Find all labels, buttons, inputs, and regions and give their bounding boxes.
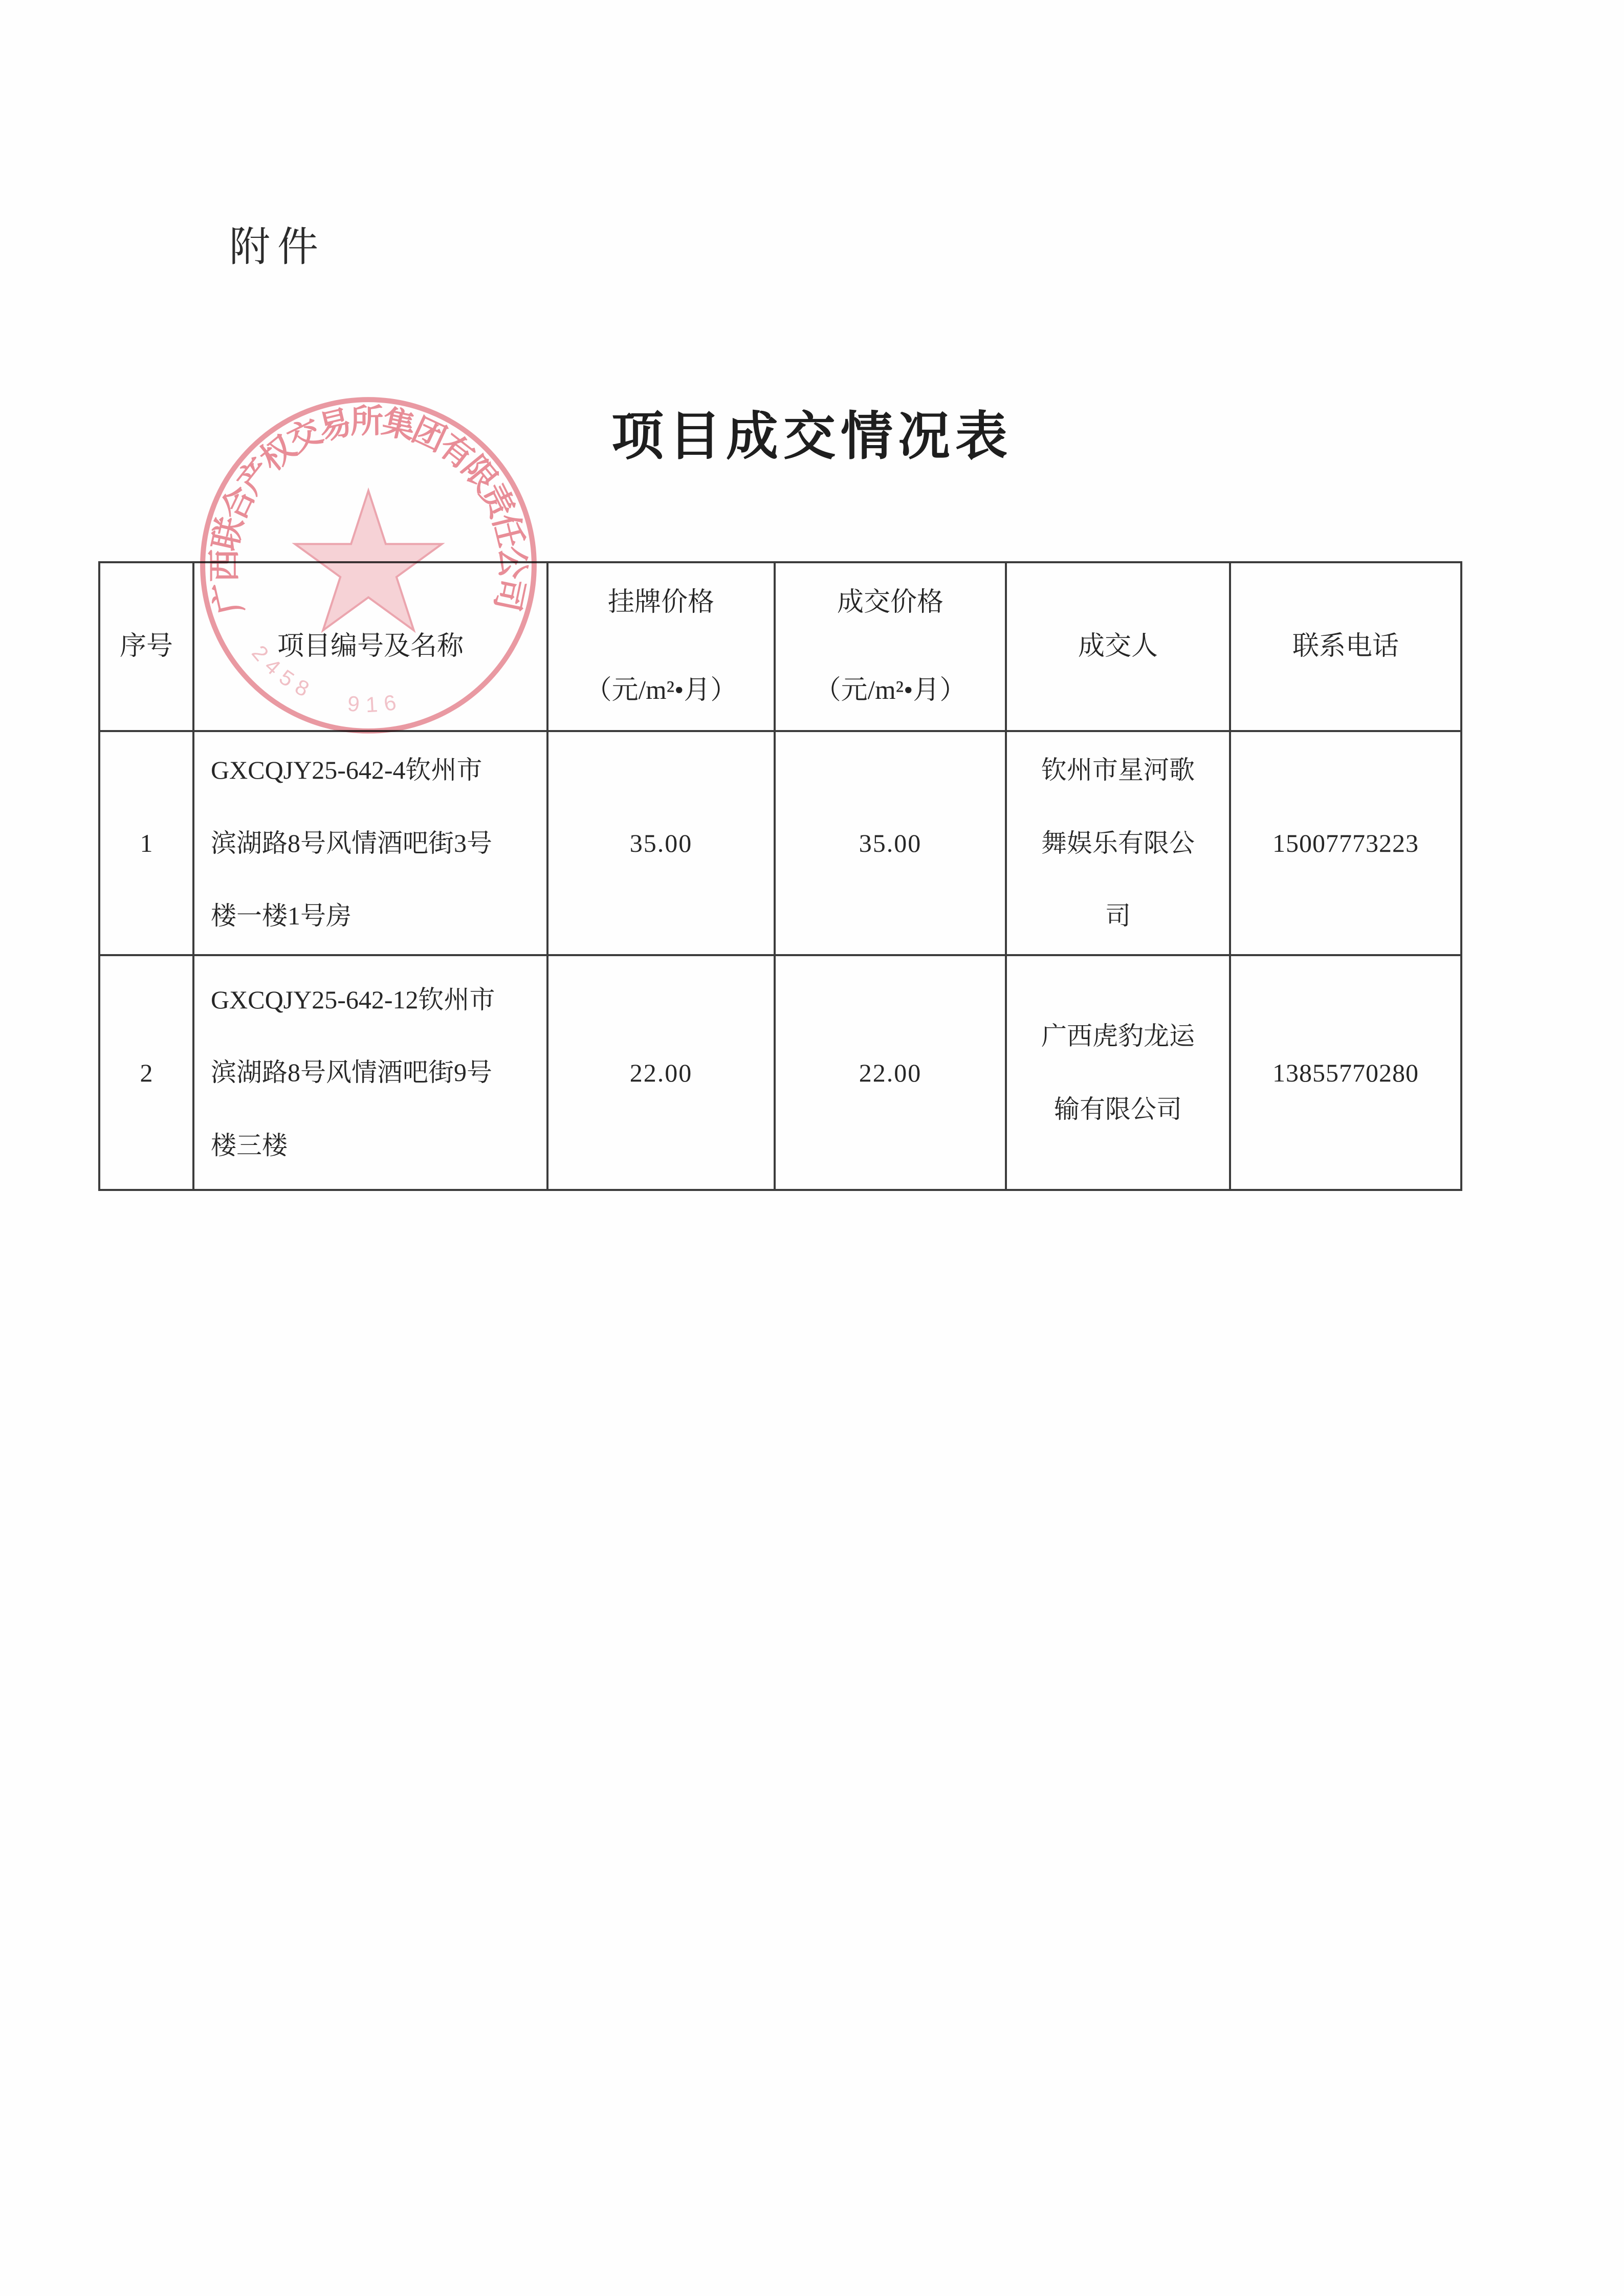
seal-code-digits: 2458 (247, 641, 320, 705)
cell-project: GXCQJY25-642-12钦州市滨湖路8号风情酒吧街9号楼三楼 (193, 955, 547, 1190)
header-serial (99, 562, 193, 731)
header-project (193, 562, 547, 731)
header-project-label: 项目编号及名称 (277, 632, 464, 661)
header-buyer-label: 成交人 (1078, 632, 1158, 661)
seal-code-digits: 916 (346, 689, 405, 717)
cell-buyer: 广西虎豹龙运输有限公司 (1006, 955, 1230, 1190)
cell-listed-price: 22.00 (547, 955, 775, 1190)
cell-serial: 2 (99, 955, 193, 1190)
cell-phone: 13855770280 (1230, 955, 1461, 1190)
cell-deal-price: 35.00 (775, 731, 1006, 955)
header-deal-price-label: 成交价格 (837, 588, 943, 617)
header-deal-price (775, 562, 1006, 731)
cell-deal-price: 22.00 (775, 955, 1006, 1190)
attachment-label: 附件 (229, 225, 325, 270)
cell-buyer: 钦州市星河歌舞娱乐有限公司 (1006, 731, 1230, 955)
seal-arc-text: 广西联合产权交易所集团有限责任公司 (206, 403, 531, 618)
cell-serial: 1 (99, 731, 193, 955)
header-buyer (1006, 562, 1230, 731)
table-row (99, 731, 1461, 955)
header-deal-price-unit: （元/m²•月） (814, 676, 967, 705)
table-header-row (99, 562, 1461, 731)
header-phone-label: 联系电话 (1292, 632, 1399, 661)
header-serial-label: 序号 (119, 632, 173, 661)
table-row (99, 955, 1461, 1190)
cell-project: GXCQJY25-642-4钦州市滨湖路8号风情酒吧街3号楼一楼1号房 (193, 731, 547, 955)
page-title: 项目成交情况表 (611, 407, 1013, 466)
cell-listed-price: 35.00 (547, 731, 775, 955)
header-listing-price-label: 挂牌价格 (607, 588, 714, 617)
header-listing-price-unit: （元/m²•月） (585, 676, 737, 705)
cell-phone: 15007773223 (1230, 731, 1461, 955)
header-phone (1230, 562, 1461, 731)
header-listing-price (547, 562, 775, 731)
deal-table (98, 561, 1462, 1191)
